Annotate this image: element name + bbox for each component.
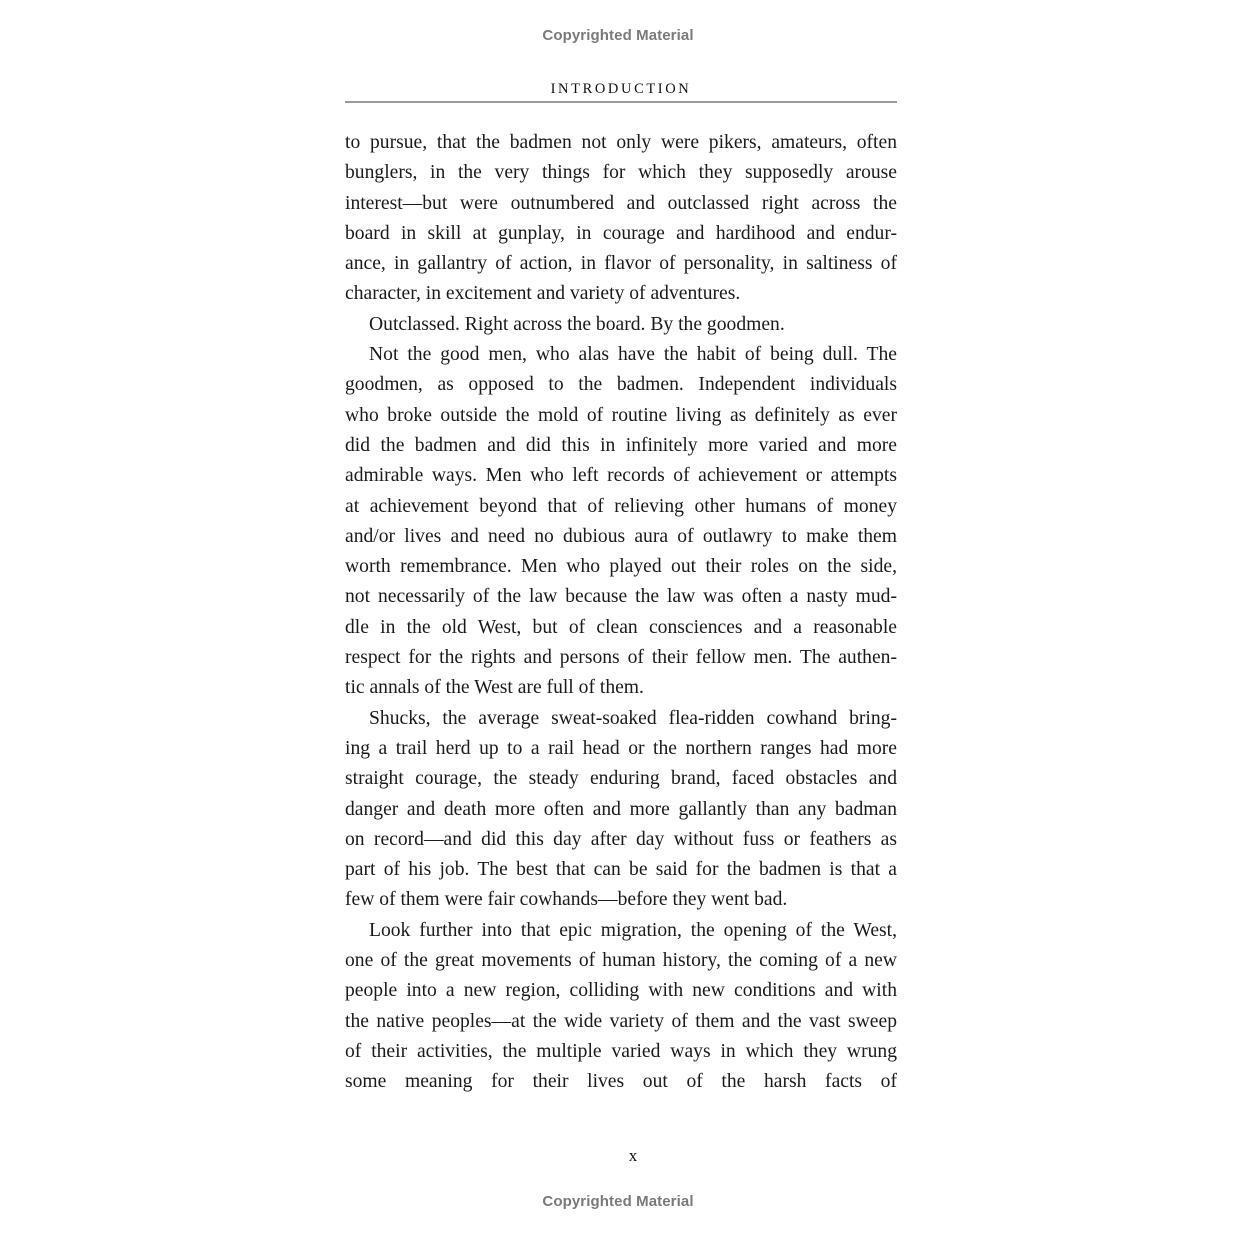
text-line: interest—but were outnumbered and outclassed right across the: [345, 192, 897, 214]
paragraph: [345, 128, 897, 310]
text-line: part of his job. The best that can be said for the badmen is that a: [345, 859, 897, 881]
text-line: ance, in gallantry of action, in flavor of personality, in saltiness of: [345, 253, 897, 275]
text-line: dle in the old West, but of clean consciences and a reasonable: [345, 616, 897, 638]
text-line: goodmen, as opposed to the badmen. Independent individuals: [345, 374, 897, 396]
copyright-watermark-top: Copyrighted Material: [542, 27, 694, 44]
text-line: who broke outside the mold of routine living as definitely as ever: [345, 404, 897, 426]
text-line: few of them were fair cowhands—before they went bad.: [345, 889, 788, 911]
text-line: did the badmen and did this in infinitely more varied and more: [345, 434, 897, 456]
text-line: the native peoples—at the wide variety of them and the vast sweep: [345, 1010, 897, 1032]
page-number: x: [628, 1146, 638, 1165]
text-line: Shucks, the average sweat-soaked flea-ridden cowhand bring-: [369, 707, 897, 729]
text-line: people into a new region, colliding with new conditions and with: [345, 980, 897, 1002]
text-line: Look further into that epic migration, the opening of the West,: [369, 919, 897, 941]
text-line: at achievement beyond that of relieving other humans of money: [345, 495, 897, 517]
text-line: Not the good men, who alas have the habit of being dull. The: [369, 344, 897, 366]
text-line: character, in excitement and variety of adventures.: [345, 283, 741, 305]
text-line: of their activities, the multiple varied ways in which they wrung: [345, 1040, 897, 1062]
body-text: [345, 128, 897, 1098]
text-line: Outclassed. Right across the board. By the goodmen.: [369, 313, 785, 335]
text-line: danger and death more often and more gallantly than any badman: [345, 798, 897, 820]
text-line: to pursue, that the badmen not only were pikers, amateurs, often: [345, 132, 897, 153]
text-line: bunglers, in the very things for which they supposedly arouse: [345, 162, 897, 184]
paragraph: [345, 704, 897, 916]
text-line: not necessarily of the law because the law was often a nasty mud-: [345, 586, 897, 608]
text-line: on record—and did this day after day without fuss or feathers as: [345, 828, 897, 850]
text-line: tic annals of the West are full of them.: [345, 677, 644, 699]
text-line: admirable ways. Men who left records of achievement or attempts: [345, 465, 897, 487]
running-head: INTRODUCTION: [550, 81, 692, 97]
copyright-watermark-bottom: Copyrighted Material: [542, 1193, 694, 1210]
text-line: and/or lives and need no dubious aura of outlawry to make them: [345, 525, 897, 547]
text-line: one of the great movements of human history, the coming of a new: [345, 950, 897, 972]
text-line: respect for the rights and persons of their fellow men. The authen-: [345, 647, 897, 669]
paragraph: [345, 916, 897, 1098]
header-rule: [345, 101, 897, 103]
text-line: board in skill at gunplay, in courage and hardihood and endur-: [345, 222, 897, 244]
text-line: some meaning for their lives out of the harsh facts of: [345, 1071, 897, 1093]
text-line: ing a trail herd up to a rail head or the northern ranges had more: [345, 737, 897, 759]
paragraph: [345, 340, 897, 704]
text-line: straight courage, the steady enduring brand, faced obstacles and: [345, 768, 897, 790]
paragraph: [345, 310, 897, 340]
text-line: worth remembrance. Men who played out their roles on the side,: [345, 556, 897, 578]
